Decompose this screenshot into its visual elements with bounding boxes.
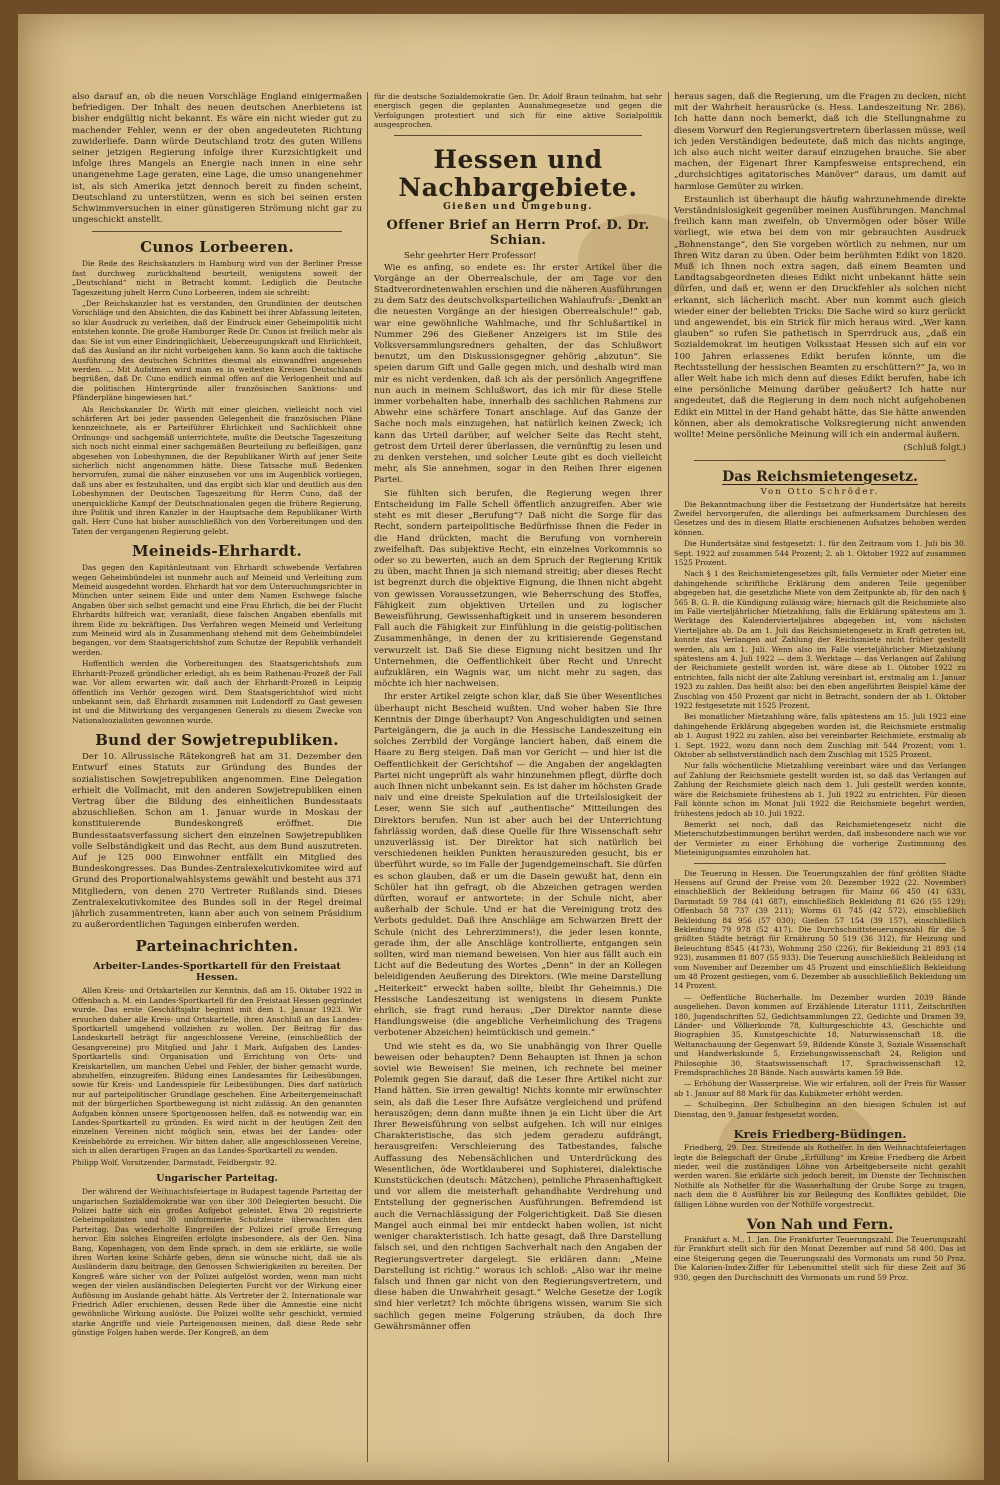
news-item: Frankfurt a. M., 1. Jan. Die Frankfurter Teuerungszahl. Die Teuerungszahl für Frankfurt stellt sich für den Monat Dezember auf rund 58 400. Das ist eine Steigerung gegen die Teuerungszahl des Vormonats um rund 50 Proz. Die Kalorien-Index-Ziffer für Lebensmittel stellt sich für diese Zeit auf 36 930, gegen den Durchschnitt des Vormonats um rund 59 Proz. [674, 1234, 966, 1282]
subheadline-sportkartell: Arbeiter-Landes-Sportkartell für den Freistaat Hessen. [93, 961, 341, 984]
separator [694, 460, 946, 461]
article-paragraph: Bei monatlicher Mietzahlung wäre, falls spätestens am 15. Juli 1922 eine dahingehende Erklärung abgegeben worden ist, die Reichsmiete erstmalig ab 1. August 1922 zu zahlen, also bei vereinbarter Reichmiete, erstmalig ab 1. Sept. 1922, wozu dann noch dem Zuschlag mit 544 Prozent; vom 1. Oktober ab selbstverständlich nach dem Zuschlag mit 1525 Prozent. [674, 712, 966, 760]
article-continuation: für die deutsche Sozialdemokratie Gen. Dr. Adolf Braun teilnahm, hat sehr energisch gegen die geplanten Ausnahmegesetze und gegen die Verfolgungen protestiert und sich für eine aktive Sozialpolitik ausgesprochen. [374, 92, 662, 130]
section-subtitle-giessen: Gießen und Umgebung. [443, 201, 593, 212]
news-item: — Oeffentliche Bücherhalle. Im Dezember wurden 2039 Bände ausgeliehen. Davon kommen auf Erzählende Literatur 1111, Zeitschriften 180, Jugendschriften 52, Gedichtsammlungen 22, Gedichte und Dramen 39, Länder- und Völkerkunde 78, Kulturgeschichte 43, Geschichte und Biographien 35, Kunstgeschichte 18, Naturwissenschaft 18, die Weltanschauung der Gegenwart 59, Bildende Künste 3, Soziale Wissenschaft und Handwerkskunde 5, Erziehungswissenschaft 24, Religion und Philosophie 30, Staatswissenschaft 17, Sprachwissenschaft 12, Fremdsprachliches 28 Bände. Nach auswärts kamen 59 Bde. [674, 992, 966, 1078]
article-paragraph: Allen Kreis- und Ortskartellen zur Kenntnis, daß am 15. Oktober 1922 in Offenbach a. M. ein Landes-Sportkartell für den Freistaat Hessen gegründet wurde. Das erste Geschäftsjahr beginnt mit dem 1. Januar 1923. Wir ersuchen daher alle Kreis- und Ortskartelle, ihren Anschluß an das Landes-Sportkartell umgehend vollziehen zu wollen. Der Beitrag für das Landeskartell beträgt für angeschlossene Vereine, (einschließlich der Gesangvereine) pro Mitglied und Jahr 1 Mark. Aufgaben des Landes-Sportkartells sind: Organisation und Errichtung von Orts- und Kreiskartellen, um manchen Uebel und Fehler, der bisher gemacht wurde, abzuhelfen, einzugreifen. Bildung eines Landesamtes für Leibesübungen, sowie für Kreis- und Landesspiele für Leibesübungen. Dies darf natürlich nur auf parteipolitischer Grundlage geschehen. Eine Arbeitergemeinschaft mit der bürgerlichen Sportbewegung ist nicht zulässig. An den genannten Aufgaben können unsere Sportgenossen helfen, daß es notwendig war, ein Landes-Sportkartell zu gründen. Es wird nicht in der heutigen Zeit den einzelnen Vereinen nicht möglich sein, etwas bei der Landes- oder Kreisbehörde zu erreichen. Wir bitten daher, alle angeschlossenen Vereine, sich in allen derartigen Fragen an das Landes-Sportkartell zu wenden. [72, 986, 362, 1156]
news-item: — Schulbeginn. Der Schulbeginn an den hiesigen Schulen ist auf Dienstag, den 9. Januar festgesetzt worden. [674, 1100, 966, 1119]
news-item: Friedberg, 29. Dez. Streifende als Rothelfer. In den Weihnachtsfeiertagen legte die Belegschaft der Grube „Erfüllung“ im Kreise Friedberg die Arbeit nieder, weil die zuständigen Löhne von Arbeitgeberseite nicht gezahlt werden waren. Sie erklärte sich jedoch bereit, im Dienste der Technischen Nothilfe als Nothelfer für die Wasserhaltung der Grube Sorge zu tragen, nach dem die 8 Ausführer bis zur Beilegung des Konfliktes gebildet. Die fälligen Löhne wurden von der Nothilfe vorgestreckt. [674, 1143, 966, 1209]
article-paragraph: Bemerkt sei noch, daß das Reichsmietengesetz nicht die Mieterschutzbestimmungen berührt werden, daß insbesondere nach wie vor der Vermieter zu einer Erhöhung die vorherige Zustimmung des Mieteinigungsamtes einzuholen hat. [674, 819, 966, 858]
article-paragraph: Sie fühlten sich berufen, die Regierung wegen ihrer Entscheidung im Falle Schell öffentlich anzugreifen. Aber wie steht es mit dieser „Berufung“? Daß nicht die Sorge für das Recht, sondern parteipolitische Bedürfnisse Ihnen die Feder in die Hand drückten, macht die Berufung von vornherein zweifelhaft. Das subjektive Recht, ein einzelnes Vorkommnis so oder so zu bewerten, auch an dem Spruch der Regierung Kritik zu üben, macht Ihnen ja sich niemand streitig; aber dieses Recht ist begrenzt durch die objektive Eignung, die Ihnen nicht abgeht von gewissen Voraussetzungen, wie Beherrschung des Stoffes, Fähigkeit zum objektiven Urteilen und zu logischer Beweisführung, Gewissenhaftigkeit und in unserem besonderen Fall auch die Fähigkeit zur Einfühlung in die geistig-politischen Zusammenhänge, in denen der zu kritisierende Gegenstand verwurzelt ist. Daß Sie diese Eignung nicht besitzen und Ihr Unternehmen, die Oeffentlichkeit über Recht und Unrecht aufzuklären, ein Wagnis war, um nicht mehr zu sagen, das möchte ich hier nachweisen. [374, 488, 662, 690]
article-paragraph: Als Reichskanzler Dr. Wirth mit einer gleichen, vielleicht noch viel schärferen Art bei jeder passenden Gelegenheit die französischen Pläne kennzeichnete, als er Parteiführer Ehrlichkeit und Sachlichkeit ohne Ordnungs- und sachgemäß unterrichtete, mußte die Deutsche Tageszeitung sich noch nicht einmal einer sachgemäßen Beurteilung zu befleißigen, ganz abgesehen von Lobeshymnen, die der Republikaner Wirth auf jener Seite sicherlich nicht angenommen hätte. Diese Tatsache muß Bedenken hervorrufen, zumal die näher einzusehen vor uns im Augenblick vorliegen, daß uns aber es festzuhalten, und das ergibt sich klar und deutlich aus den Lobeshymnen der Deutschen Tageszeitung für Herrn Cuno, daß der unerquickliche Kampf der Deutschnationalen gegen die frühere Regierung, ihre Politik und ihren Kanzler in der Hauptsache dem Republikaner Wirth galt. Herr Cuno hat bisher ausschließlich von den Vorbereitungen und den Taten der vergangenen Regierung gelebt. [72, 404, 362, 536]
article-quote: „Der Reichskanzler hat es verstanden, den Grundlinien der deutschen Vorschläge und den Absichten, die das Kabinett bei ihrer Abfassung leiteten, so klar Ausdruck zu verleihen, daß der Eindruck einer Geheimpolitik nicht entstehen konnte. Die große Hamburger Rede Dr. Cunos ist freilich mehr als das: Sie ist von einer Eindringlichkeit, Ueberzeugungskraft und Ehrlichkeit, daß das Ausland an ihr nicht vorbeigehen kann. So kann auch die taktische Ausführung des deutschen Schrittes diesmal als einwandfrei angesehen werden. ... Mit Aufatmen wird man es in weitesten Kreisen Deutschlands begrüßen, daß Dr. Cuno endlich einmal offen auf die Verlogenheit und auf die politischen Hintergründe aller französischen Sanktions- und Pfänderpläne hingewiesen hat.“ [72, 299, 362, 403]
article-paragraph: Erstaunlich ist überhaupt die häufig wahrzunehmende direkte Verständnislosigkeit gegenüber meinen Ausführungen. Manchmal freilich kann man zweifeln, ob Unvermögen oder böser Wille vorliegt, wie etwa bei dem von mir gebrauchten Ausdruck „Bohnenstange“, den Sie vorgeben wörtlich zu nehmen, nur um Ihren Witz daran zu üben. Oder beim berühmten Edikt von 1820. Muß ich Ihnen noch extra sagen, daß einem Beamten und Landtagsabgeordneten dieses Edikt nicht unbekannt hätte sein dürfen, und daß er, wenn er den Druckfehler als solchen nicht erkannt, sich lächerlich macht. Aber nun kommt auch gleich wieder einer der beliebten Tricks: Die Sache wird so kurz gerückt und angewendet, bis ein Strick für mich heraus wird. „Wer kann glauben“ so rufen Sie pathetisch in Sperrdruck aus, „daß ein Sozialdemokrat im heutigen Volksstaat Hessen sich auf ein vor 100 Jahren erlassenes Edikt berufen könnte, um die Rechtsstellung der hessischen Beamten zu erschüttern?“ Ja, wo in aller Welt habe ich mich denn auf dieses Edikt berufen, habe ich eine persönliche Meinung darüber geäußert? Ich hatte nur angedeutet, daß die Regierung in dem noch nicht aufgehobenen Edikt ein Mittel in der Hand gehabt hätte, das Sie hätte anwenden können, aber als demokratische Volksregierung nicht anwenden wollte! Meine persönliche Meinung will ich ein andermal äußern. [674, 194, 966, 441]
article-paragraph: Die Bekanntmachung über die Festsetzung der Hundertsätze hat bereits Zweifel hervorgerufen, die allerdings bei aufmerksamem Durchlesen des Gesetzes und des in diesem Blatte erschienenen Aufsatzes behoben werden können. [674, 499, 966, 537]
article-paragraph: Nur falls wöchentliche Mietzahlung vereinbart wäre und das Verlangen auf Zahlung der Reichsmiete gestellt worden ist, so daß das Verlangen auf Zahlung der Reichsmiete gleich nach dem 1. Juli gestellt werden konnte, wäre die Reichsmiete frühestens ab 1. Juli 1922 zu entrichten. Für diesen Fall könnte schon im Monat Juli 1922 die Reichsmiete begehrt werden, frühestens jedoch ab 10. Juli 1922. [674, 761, 966, 818]
article-paragraph: Das gegen den Kapitänleutnant von Ehrhardt schwebende Verfahren wegen Geheimbündelei ist nunmehr auch auf Meineid und Verleitung zum Meineid ausgedehnt worden. Ehrhardt hat vor dem Untersuchungsrichter in München unter seinem Eide und unter dem Namen Eschwege falsche Angaben über sich selbst gemacht und eine Frau Ehrlich, die bei der Flucht Ehrhardts hilfreich war, veranlaßt, diese falschen Angaben ebenfalls mit ihrem Eide zu bekräftigen. Das Verfahren wegen Meineid und Verleitung zum Meineid wird als in Zusammenhang stehend mit dem Geheimbündelei begangen, vor dem Staatsgerichtshof zum Schutze der Republik verhandelt werden. [72, 563, 362, 657]
article-paragraph: Wie es anfing, so endete es: Ihr erster Artikel über die Vorgänge an der Oberrealschule, der am Tage vor den Stadtverordnetenwahlen erschien und die näheren Ausführungen zu dem Satz des deutschvolksparteilichen Wahlaufrufs: „Denkt an die neuesten Vorgänge an der hiesigen Oberrealschule!“ gab, war eine gewöhnliche Wahlmache, und Ihr Schlußartikel in Nummer 296 des Gießener Anzeigers ist im Stile des Volksversammlungsredners gehalten, der das Schlußwort benutzt, um den Diskussionsgegner gehörig „abzutun“. Sie speien darum Gift und Galle gegen mich, und deshalb wird man mir es nicht verdenken, daß ich als der persönlich Angegriffene nun auch in meinem Schlußwort, das ich mir für diese Stelle immer vorbehalten habe, innerhalb des sachlichen Rahmens zur Abwehr eine schärfere Tonart anschlage. Auf das Ganze der Sache noch mals einzugehen, hat natürlich keinen Zweck; ich kann das Urteil darüber, auf welcher Seite das Recht steht, getrost dem Urteil derer überlassen, die vernünftig zu lesen und zu denken verstehen, und solcher Leute gibt es doch vielleicht mehr, als Sie annehmen, sogar in den Reihen Ihrer eigenen Partei. [374, 262, 662, 486]
headline-cunos-lorbeeren: Cunos Lorbeeren. [140, 238, 294, 257]
headline-reichsmietengesetz: Das Reichsmietengesetz. [722, 468, 918, 485]
headline-meineids-ehrhardt: Meineids-Ehrhardt. [132, 542, 302, 561]
separator [394, 135, 642, 136]
article-paragraph: Die Hundertsätze sind festgesetzt: 1. für den Zeitraum vom 1. Juli bis 30. Sept. 1922 auf zusammen 544 Prozent; 2. ab 1. Oktober 1922 auf zusammen 1525 Prozent. [674, 539, 966, 567]
article-byline: Von Otto Schröder. [760, 486, 880, 497]
headline-parteinachrichten: Parteinachrichten. [135, 937, 299, 956]
news-item: Die Teuerung in Hessen. Die Teuerungszahlen der fünf größten Städte Hessens auf Grund der Preise vom 20. Dezember 1922 (22. November) einschließlich der Bekleidung betragen für Mainz 66 450 (41 633), Darmstadt 59 784 (41 687), einschließlich Bekleidung 81 626 (55 129); Offenbach 58 737 (39 211); Worms 61 745 (42 572), einschließlich Bekleidung 84 956 (57 030); Gießen 57 154 (39 157), einschließlich Bekleidung 79 978 (52 417). Die Durchschnittsteuerungszahl für die 5 größten Städte beträgt für Ernährung 50 519 (36 312), für Heizung und Beleuchtung 8545 (4173), Wohnung 250 (226), für Bekleidung 21 893 (14 923), zusammen 81 807 (55 933). Die Teuerung ausschließlich Bekleidung ist vom November auf Dezember um 45 Prozent und einschließlich Bekleidung um 48 Prozent gestiegen, vom 6. Dezember ab ausschließlich Bekleidung um 14 Prozent. [674, 868, 966, 991]
column-left [72, 92, 362, 1462]
article-continuation: also darauf an, ob die neuen Vorschläge England einigermaßen befriedigen. Der Inhalt des neuen deutschen Anerbietens ist bisher endgültig nicht bekannt. Es wäre ein nicht wieder gut zu machender Fehler, wenn er der oben angedeuteten Richtung zuwiderliefe. Dann würde Deutschland trotz des guten Willens seiner jetzigen Regierung infolge ihrer Kurzsichtigkeit und infolge ihres Mangels an Energie nach innen in eine sehr unangenehme Lage geraten, eine Lage, die umso unangenehmer ist, als sich Amerika jetzt dennoch bereit zu finden scheint, Deutschland zu unterstützen, wenn es sich bei seinen ersten Schwimmversuchen in einer günstigeren Strömung nicht gar zu ungeschickt anstellt. [72, 92, 362, 226]
column-right [674, 92, 966, 1462]
article-paragraph: Der 10. Allrussische Rätekongreß hat am 31. Dezember den Entwurf eines Statuts zur Gründung des Bundes der sozialistischen Sowjetrepubliken angenommen. Eine Delegation erhielt die Vollmacht, mit den anderen Sowjetrepubliken einen Vertrag über die Bildung des einheitlichen Bundesstaats abzuschließen. Schon am 1. Januar wurde in Moskau der konstituierende Bundeskongreß eröffnet. Die Bundesstaatsverfassung sichert den einzelnen Sowjetrepubliken volle Selbständigkeit und das Recht, aus dem Bund auszutreten. Auf je 125 000 Einwohner entfällt ein Mitglied des Bundeskongresses. Das Bundes-Zentralexekutivkomitee wird auf Grund des Proportionalwahlsystems gewählt und besteht aus 371 Mitgliedern, von denen 270 Vertreter Rußlands sind. Dieses Zentralexekutivkomitee des Bundes soll in der Regel dreimal jährlich zusammentreten, kann aber auch von seinem Präsidium zu außerordentlichen Tagungen einberufen werden. [72, 752, 362, 931]
headline-offener-brief: Offener Brief an Herrn Prof. D. Dr. Schian. [386, 217, 650, 248]
separator [92, 231, 342, 232]
article-paragraph: Die Rede des Reichskanzlers in Hamburg wird von der Berliner Presse fast durchweg zurückhaltend beurteilt, wenigstens soweit der „Deutschland“ nicht in Betracht kommt. Lediglich die Deutsche Tageszeitung jubelt Herrn Cuno Lorbeeren, indem sie schreibt: [72, 259, 362, 297]
section-title-hessen: Hessen und Nachbargebiete. [398, 144, 638, 202]
column-rule [367, 92, 368, 1462]
headline-bund-der-sowjetrepubliken: Bund der Sowjetrepubliken. [95, 731, 339, 750]
article-paragraph: Der während der Weihnachtsfeiertage in Budapest tagende Parteitag der ungarischen Sozialdemokratie war von über 300 Delegierten besucht. Die Polizei hatte sich ein großes Aufgebot geleistet. Etwa 20 registrierte Geheimpolizisten und 30 uniformierte Schutzleute überwachten den Parteitag. Das wiederholte Eingreifen der Polizei rief große Erregung hervor. Ein solches Eingreifen erfolgte insbesondere, als der Gen. Nina Bang, Kopenhagen, von dem Ende sprach, in dem sie erklärte, sie wolle ihren Worten keine Schärfe geben, denn sie wünsche nicht, daß sie als Ausländerin dazu beitrage, den Genossen Schwierigkeiten zu bereiten. Der Kongreß wäre sicher von der Polizei aufgelöst worden, wenn man nicht wegen der vielen ausländischen Delegierten Furcht vor der Wirkung einer Auflösung im Auslande gehabt hätte. Als Vertreter der 2. Internationale war Friedrich Adler erschienen, dessen Rede über die Amnestie eine nicht gewöhnliche Wirkung auslöste. Die Polizei wollte sehr geschickt, vermied starke Angriffe und viele Parteigenossen meinen, daß diese Rede sehr günstige Folgen haben werde. Der Kongreß, an dem [72, 1187, 362, 1338]
article-signature: Philipp Wolf, Vorsitzender, Darmstadt, Feldbergstr. 92. [72, 1157, 277, 1167]
newspaper-page [18, 14, 984, 1480]
column-middle [374, 92, 662, 1462]
headline-von-nah-und-fern: Von Nah und Fern. [746, 1216, 894, 1233]
subheadline-ungarischer-parteitag: Ungarischer Parteitag. [156, 1173, 278, 1185]
article-paragraph: Und wie steht es da, wo Sie unabhängig von Ihrer Quelle beweisen oder behaupten? Denn Behaupten ist Ihnen ja schon soviel wie Beweisen! Sie meinen, ich rechnete bei meiner Polemik gegen Sie darauf, daß die Leser Ihre Artikel nicht zur Hand hätten. Sie irren gewaltig! Nichts konnte mir erwünschter sein, als daß die Leser Ihre Aufsätze vergleichend und prüfend herauszögen; denn dann mußte ihnen ja ein Licht über die Art Ihrer Beweisführung von selbst aufgehen. Ich will nur einiges Charakteristische, das sich jedem geradezu aufdrängt, herausgreifen: Verschleierung des Tatbestandes, falsche Auffassung des Nebensächlichen und Unterdrückung des Wesentlichen, öde Wortklauberei und Sophisterei, dialektische Kunststückchen (deutsch: Mätzchen), peinliche Phrasenhaftigkeit und vor allem die meisterhaft gehandhabte Verdrehung und Entstellung der gegnerischen Ausführungen. Befremdend ist auch die Vernachlässigung der Folgerichtigkeit. Daß Sie diesen Mangel auch einmal bei mir entdeckt haben wollen, ist nicht weniger charakteristisch. Ich hatte gesagt, daß Ihre Darstellung falsch sei, und den richtigen Sachverhalt nach den Angaben der Regierungsvertreter dargelegt. Sie erklären dann: „Meine Darstellung ist richtig.“ woraus ich schloß: „Also war ihr meine falsch und Ihnen gar nicht von den Regierungsvertretern, und diese haben die Unwahrheit gesagt.“ Welche Gesetze der Logik sind hier verletzt? Ich möchte übrigens wissen, warum Sie sich sachlich gegen meine Folgerung sträuben, da doch Ihre Gewährsmänner offen [374, 1041, 662, 1332]
column-rule [668, 92, 669, 1462]
article-to-be-continued: (Schluß folgt.) [903, 443, 966, 454]
article-paragraph: Ihr erster Artikel zeigte schon klar, daß Sie über Wesentliches überhaupt nicht Bescheid wußten. Und woher haben Sie Ihre Kenntnis der Dinge überhaupt? Von Angeschuldigten und seinen Parteigängern, die ja auch in die Hessische Landeszeitung ein solches Zerrbild der Vorgänge lanciert haben, daß einem die Haare zu Berg steigen. Daß man vor Gericht — und hier ist die Oeffentlichkeit der Gerichtshof — die Angaben der angeklagten Partei nicht ungeprüft als wahr hinzunehmen pflegt, dürfte doch auch Ihnen nicht unbekannt sein. Es ist daher im höchsten Grade naiv und eine dreiste Spekulation auf die Urteilslosigkeit der Leser, wenn Sie sich auf „authentische“ Mitteilungen des Direktors berufen. Nun ist aber auch bei der Unterrichtung fahrlässig worden, daß diese Quelle für Ihre Wissenschaft sehr unzuverlässig ist. Der Direktor hat sich natürlich bei verschiedenen heiklen Punkten herauszureden gesucht, bis er überführt wurde, so im Falle der Jugendgemeinschaft. Sie dürfen es schon glauben, daß er um die Dasein gewußt hat, denn ein Schüler hat ihn gefragt, ob die Abzeichen getragen werden dürften, worauf er antwortete: in der Schule nicht, aber außerhalb der Schule. Und er hat die Vereinigung trotz des Verbots geduldet. Daß ihre Anschläge am Schwarzen Brett der Schule (nicht des Lehrerzimmers!), die jeder lesen konnte, gerade ihm, der alle Anschläge kontrollierte, entgangen sein sollten, wird man niemand beweisen. Von hier aus fällt auch ein Licht auf die Bedeutung des Wortes „Denn“ in der an Kollegen beleidigenden Aeußerung des Direktors. (Wie meine Darstellung „Heiterkeit“ erweckt haben sollte, bleibt Ihr Geheimnis.) Die Hessische Landeszeitung ist wenigstens in diesem Punkte ehrlich, sie fragt rund heraus: „Der Direktor nannte diese Handlungsweise (die angebliche Verheimlichung des Tragens verbotener Abzeichen) heimtückisch und gemein.“ [374, 692, 662, 1039]
news-item: — Erhöhung der Wasserpreise. Wie wir erfahren, soll der Preis für Wasser ab 1. Januar auf 88 Mark für das Kubikmeter erhöht werden. [674, 1079, 966, 1098]
headline-kreis-friedberg: Kreis Friedberg-Büdingen. [733, 1127, 907, 1142]
article-paragraph: Nach § 1 des Reichsmietengesetzes gilt, falls Vermieter oder Mieter eine dahingehende schriftliche Erklärung dem anderen Teile gegenüber abgegeben hat, die gesetzliche Miete von dem Zeitpunkte ab, für den nach § 565 B. G. B. die Kündigung zulässig wäre; hiernach gilt die Reichsmiete also im Falle vierteljährlicher Mietzahlung, falls die Erklärung spätestens am 3. Werktage des Kalendervierteljahres abgegeben ist, vom nächsten Vierteljahre ab. Da am 1. Juli das Reichsmietengesetz in Kraft getreten ist, konnte das Verlangen auf Zahlung der Reichsmiete nicht früher gestellt werden, als am 1. Juli. Wenn also im Falle vierteljährlicher Mietzahlung spätestens am 4. Juli 1922 — dem 3. Werktage — das Verlangen auf Zahlung der Reichsmiete gestellt worden ist, wäre diese ab 1. Oktober 1922 zu entrichten, falls nicht der alte Zahlung vereinbart ist, erstmalig am 1. Januar 1923 zu zahlen. Das heißt also: bei den eben angeführten Beispiel käme der Zuschlag von 450 Prozent gar nicht in Betracht, sondern der ab 1. Oktober 1922 festgesetzte mit 1525 Prozent. [674, 569, 966, 711]
separator [694, 863, 946, 864]
article-continuation: heraus sagen, daß die Regierung, um die Fragen zu decken, nicht mit der Wahrheit herausrücke (s. Hess. Landeszeitung Nr. 286). Ich hatte dann noch bemerkt, daß ich die Stellungnahme zu diesem Vorwurf den Regierungsvertretern überlassen müsse, weil ich jeden Verständigen bedeutete, daß mich das nichts anginge, ich also auch nicht weiter darauf einzugehen brauche. Sie aber machen, der Eigenart Ihrer Kampfesweise entsprechend, ein „durchsichtiges agitatorisches Manöver“ daraus, um damit auf harmlose Gemüter zu wirken. [674, 92, 966, 192]
letter-salutation: Sehr geehrter Herr Professor! [404, 250, 537, 261]
article-paragraph: Hoffentlich werden die Vorbereitungen des Staatsgerichtshofs zum Ehrhardt-Prozeß gründlicher erledigt, als es beim Rathenau-Prozeß der Fall war. Vor allem erwarten wir, daß auch der Ehrhardt-Prozeß in Leipzig öffentlich ins Verhör gezogen wird. Dem Staatsgerichtshof wird nicht unbekannt sein, daß Ehrhardt zusammen mit Ludendorff zu Gast gewesen ist und die Mitwirkung des vergangenen Generals zu diesem Zwecke von Nationalsozialisten gewonnen wurde. [72, 659, 362, 725]
